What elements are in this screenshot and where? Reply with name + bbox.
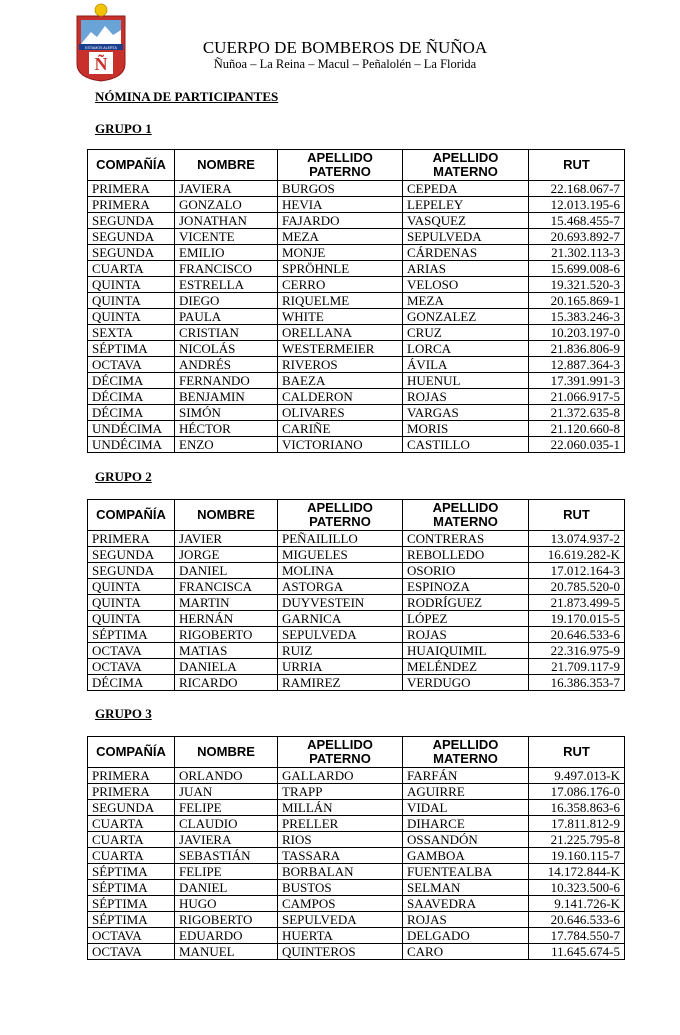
cell-nombre: RIGOBERTO: [175, 912, 278, 928]
cell-compania: SEGUNDA: [88, 213, 175, 229]
table-row: [88, 229, 625, 245]
cell-nombre: DANIEL: [175, 880, 278, 896]
cell-apellido-materno: VELOSO: [403, 277, 529, 293]
table-row: [88, 944, 625, 960]
cell-apellido-materno: LORCA: [403, 341, 529, 357]
cell-rut: 20.646.533-6: [529, 912, 625, 928]
cell-compania: DÉCIMA: [88, 373, 175, 389]
cell-apellido-paterno: HEVIA: [278, 197, 403, 213]
cell-nombre: DANIEL: [175, 563, 278, 579]
cell-rut: 9.141.726-K: [529, 896, 625, 912]
cell-nombre: JONATHAN: [175, 213, 278, 229]
cell-nombre: EMILIO: [175, 245, 278, 261]
cell-apellido-materno: CONTRERAS: [403, 531, 529, 547]
col-header-nombre: NOMBRE: [175, 150, 278, 181]
cell-rut: 22.168.067-7: [529, 181, 625, 197]
table-row: [88, 389, 625, 405]
cell-compania: CUARTA: [88, 848, 175, 864]
cell-apellido-materno: DELGADO: [403, 928, 529, 944]
col-header-compania: COMPAÑÍA: [88, 150, 175, 181]
table-row: [88, 832, 625, 848]
table-row: [88, 197, 625, 213]
cell-apellido-paterno: MIGUELES: [278, 547, 403, 563]
cell-rut: 14.172.844-K: [529, 864, 625, 880]
cell-apellido-materno: VIDAL: [403, 800, 529, 816]
cell-nombre: RICARDO: [175, 675, 278, 691]
cell-apellido-paterno: TASSARA: [278, 848, 403, 864]
cell-apellido-materno: ROJAS: [403, 912, 529, 928]
cell-apellido-paterno: MONJE: [278, 245, 403, 261]
cell-compania: OCTAVA: [88, 357, 175, 373]
cell-rut: 16.386.353-7: [529, 675, 625, 691]
table-row: [88, 213, 625, 229]
cell-apellido-materno: DIHARCE: [403, 816, 529, 832]
table-row: [88, 341, 625, 357]
cell-apellido-materno: VASQUEZ: [403, 213, 529, 229]
table-row: [88, 325, 625, 341]
cell-nombre: ENZO: [175, 437, 278, 453]
table-row: [88, 611, 625, 627]
table-row: [88, 800, 625, 816]
cell-nombre: RIGOBERTO: [175, 627, 278, 643]
col-header-apellido-paterno: APELLIDO PATERNO: [278, 500, 403, 531]
table-row: [88, 848, 625, 864]
cell-nombre: JAVIERA: [175, 181, 278, 197]
cell-nombre: HUGO: [175, 896, 278, 912]
col-header-rut: RUT: [529, 737, 625, 768]
cell-compania: PRIMERA: [88, 181, 175, 197]
cell-compania: DÉCIMA: [88, 405, 175, 421]
cell-rut: 17.784.550-7: [529, 928, 625, 944]
cell-rut: 21.120.660-8: [529, 421, 625, 437]
cell-apellido-paterno: PRELLER: [278, 816, 403, 832]
table-row: [88, 277, 625, 293]
cell-apellido-paterno: BORBALAN: [278, 864, 403, 880]
cell-nombre: VICENTE: [175, 229, 278, 245]
cell-nombre: JUAN: [175, 784, 278, 800]
cell-apellido-materno: SELMAN: [403, 880, 529, 896]
cell-rut: 17.391.991-3: [529, 373, 625, 389]
col-header-compania: COMPAÑÍA: [88, 737, 175, 768]
cell-nombre: JAVIERA: [175, 832, 278, 848]
cell-nombre: ANDRÉS: [175, 357, 278, 373]
cell-rut: 21.302.113-3: [529, 245, 625, 261]
table-row: [88, 912, 625, 928]
cell-compania: QUINTA: [88, 595, 175, 611]
cell-apellido-paterno: CALDERON: [278, 389, 403, 405]
cell-rut: 21.066.917-5: [529, 389, 625, 405]
cell-nombre: FELIPE: [175, 800, 278, 816]
col-header-compania: COMPAÑÍA: [88, 500, 175, 531]
group-1-table: [87, 149, 625, 453]
cell-compania: PRIMERA: [88, 531, 175, 547]
col-header-apellido-materno: APELLIDO MATERNO: [403, 150, 529, 181]
cell-apellido-paterno: BUSTOS: [278, 880, 403, 896]
cell-rut: 19.321.520-3: [529, 277, 625, 293]
cell-rut: 16.358.863-6: [529, 800, 625, 816]
table-row: [88, 627, 625, 643]
table-row: [88, 659, 625, 675]
cell-nombre: JAVIER: [175, 531, 278, 547]
cell-compania: QUINTA: [88, 579, 175, 595]
table-row: [88, 245, 625, 261]
col-header-rut: RUT: [529, 150, 625, 181]
cell-nombre: DANIELA: [175, 659, 278, 675]
cell-compania: UNDÉCIMA: [88, 437, 175, 453]
cell-apellido-materno: LEPELEY: [403, 197, 529, 213]
cell-rut: 22.316.975-9: [529, 643, 625, 659]
cell-nombre: DIEGO: [175, 293, 278, 309]
table-row: [88, 357, 625, 373]
cell-apellido-materno: VARGAS: [403, 405, 529, 421]
cell-nombre: MATIAS: [175, 643, 278, 659]
cell-apellido-paterno: RIQUELME: [278, 293, 403, 309]
cell-apellido-paterno: DUYVESTEIN: [278, 595, 403, 611]
cell-nombre: SEBASTIÁN: [175, 848, 278, 864]
cell-apellido-materno: GONZALEZ: [403, 309, 529, 325]
cell-rut: 12.013.195-6: [529, 197, 625, 213]
cell-rut: 21.836.806-9: [529, 341, 625, 357]
cell-apellido-materno: MORIS: [403, 421, 529, 437]
cell-nombre: CRISTIAN: [175, 325, 278, 341]
cell-nombre: PAULA: [175, 309, 278, 325]
table-row: [88, 563, 625, 579]
cell-apellido-paterno: HUERTA: [278, 928, 403, 944]
cell-nombre: HÉCTOR: [175, 421, 278, 437]
cell-apellido-materno: FARFÁN: [403, 768, 529, 784]
col-header-apellido-paterno: APELLIDO PATERNO: [278, 737, 403, 768]
cell-nombre: EDUARDO: [175, 928, 278, 944]
cell-apellido-paterno: WHITE: [278, 309, 403, 325]
organization-name: CUERPO DE BOMBEROS DE ÑUÑOA: [202, 38, 488, 57]
cell-apellido-paterno: GARNICA: [278, 611, 403, 627]
cell-apellido-materno: CÁRDENAS: [403, 245, 529, 261]
cell-apellido-paterno: ORELLANA: [278, 325, 403, 341]
cell-compania: QUINTA: [88, 293, 175, 309]
cell-apellido-materno: ÁVILA: [403, 357, 529, 373]
table-row: [88, 261, 625, 277]
cell-apellido-paterno: WESTERMEIER: [278, 341, 403, 357]
table-row: [88, 595, 625, 611]
cell-apellido-paterno: SEPULVEDA: [278, 912, 403, 928]
cell-rut: 20.693.892-7: [529, 229, 625, 245]
cell-apellido-paterno: RIOS: [278, 832, 403, 848]
table-row: [88, 816, 625, 832]
cell-rut: 19.160.115-7: [529, 848, 625, 864]
cell-apellido-materno: RODRÍGUEZ: [403, 595, 529, 611]
group-3-table: [87, 736, 625, 960]
group-1-title: GRUPO 1: [95, 121, 152, 136]
cell-apellido-paterno: QUINTEROS: [278, 944, 403, 960]
svg-text:Ñ: Ñ: [94, 54, 108, 74]
cell-compania: PRIMERA: [88, 197, 175, 213]
cell-compania: CUARTA: [88, 832, 175, 848]
group-3-title: GRUPO 3: [95, 706, 152, 721]
cell-apellido-materno: OSSANDÓN: [403, 832, 529, 848]
cell-rut: 17.811.812-9: [529, 816, 625, 832]
table-row: [88, 864, 625, 880]
cell-nombre: BENJAMIN: [175, 389, 278, 405]
cell-compania: OCTAVA: [88, 928, 175, 944]
cell-nombre: GONZALO: [175, 197, 278, 213]
cell-compania: OCTAVA: [88, 643, 175, 659]
cell-compania: SÉPTIMA: [88, 864, 175, 880]
cell-nombre: FRANCISCA: [175, 579, 278, 595]
cell-compania: OCTAVA: [88, 659, 175, 675]
table-row: [88, 768, 625, 784]
col-header-rut: RUT: [529, 500, 625, 531]
cell-apellido-paterno: OLIVARES: [278, 405, 403, 421]
cell-apellido-paterno: ASTORGA: [278, 579, 403, 595]
col-header-apellido-materno: APELLIDO MATERNO: [403, 500, 529, 531]
cell-apellido-materno: ROJAS: [403, 389, 529, 405]
cell-apellido-paterno: URRIA: [278, 659, 403, 675]
cell-nombre: FRANCISCO: [175, 261, 278, 277]
cell-apellido-paterno: RUIZ: [278, 643, 403, 659]
cell-apellido-paterno: PEÑAILILLO: [278, 531, 403, 547]
table-row: [88, 405, 625, 421]
table-row: [88, 784, 625, 800]
cell-rut: 9.497.013-K: [529, 768, 625, 784]
cell-nombre: MANUEL: [175, 944, 278, 960]
cell-apellido-paterno: RAMIREZ: [278, 675, 403, 691]
cell-apellido-paterno: MILLÁN: [278, 800, 403, 816]
cell-rut: 17.012.164-3: [529, 563, 625, 579]
cell-rut: 10.323.500-6: [529, 880, 625, 896]
cell-rut: 21.225.795-8: [529, 832, 625, 848]
cell-nombre: SIMÓN: [175, 405, 278, 421]
cell-nombre: JORGE: [175, 547, 278, 563]
cell-apellido-paterno: VICTORIANO: [278, 437, 403, 453]
table-row: [88, 437, 625, 453]
table-row: [88, 531, 625, 547]
cell-compania: UNDÉCIMA: [88, 421, 175, 437]
cell-apellido-materno: FUENTEALBA: [403, 864, 529, 880]
cell-apellido-paterno: RIVEROS: [278, 357, 403, 373]
cell-rut: 15.383.246-3: [529, 309, 625, 325]
cell-rut: 15.468.455-7: [529, 213, 625, 229]
cell-compania: SÉPTIMA: [88, 912, 175, 928]
cell-compania: SÉPTIMA: [88, 341, 175, 357]
cell-apellido-materno: SEPULVEDA: [403, 229, 529, 245]
cell-compania: SÉPTIMA: [88, 896, 175, 912]
cell-rut: 21.873.499-5: [529, 595, 625, 611]
letterhead: [150, 38, 540, 71]
group-2-table: [87, 499, 625, 691]
communes-line: Ñuñoa – La Reina – Macul – Peñalolén – La Florida: [213, 57, 477, 71]
col-header-nombre: NOMBRE: [175, 500, 278, 531]
cell-nombre: HERNÁN: [175, 611, 278, 627]
cell-rut: 11.645.674-5: [529, 944, 625, 960]
cell-rut: 12.887.364-3: [529, 357, 625, 373]
cell-nombre: FELIPE: [175, 864, 278, 880]
cell-compania: SEGUNDA: [88, 245, 175, 261]
cell-nombre: MARTIN: [175, 595, 278, 611]
table-row: [88, 547, 625, 563]
table-row: [88, 643, 625, 659]
document-title: NÓMINA DE PARTICIPANTES: [95, 89, 279, 104]
cell-apellido-paterno: MOLINA: [278, 563, 403, 579]
cell-compania: QUINTA: [88, 611, 175, 627]
cell-compania: QUINTA: [88, 309, 175, 325]
cell-rut: 10.203.197-0: [529, 325, 625, 341]
col-header-apellido-paterno: APELLIDO PATERNO: [278, 150, 403, 181]
cell-nombre: NICOLÁS: [175, 341, 278, 357]
cell-apellido-paterno: FAJARDO: [278, 213, 403, 229]
svg-text:ESTAMOS ALERTA: ESTAMOS ALERTA: [85, 45, 117, 50]
cell-compania: SÉPTIMA: [88, 880, 175, 896]
cell-apellido-materno: REBOLLEDO: [403, 547, 529, 563]
table-row: [88, 928, 625, 944]
table-row: [88, 675, 625, 691]
cell-apellido-materno: CASTILLO: [403, 437, 529, 453]
cell-rut: 21.372.635-8: [529, 405, 625, 421]
cell-apellido-paterno: BURGOS: [278, 181, 403, 197]
cell-rut: 16.619.282-K: [529, 547, 625, 563]
table-row: [88, 373, 625, 389]
cell-apellido-materno: MEZA: [403, 293, 529, 309]
cell-apellido-materno: SAAVEDRA: [403, 896, 529, 912]
cell-apellido-materno: HUAIQUIMIL: [403, 643, 529, 659]
cell-apellido-materno: VERDUGO: [403, 675, 529, 691]
cell-apellido-materno: GAMBOA: [403, 848, 529, 864]
cell-apellido-materno: LÓPEZ: [403, 611, 529, 627]
cell-apellido-paterno: BAEZA: [278, 373, 403, 389]
cell-apellido-materno: CARO: [403, 944, 529, 960]
cell-apellido-paterno: GALLARDO: [278, 768, 403, 784]
col-header-nombre: NOMBRE: [175, 737, 278, 768]
table-row: [88, 309, 625, 325]
group-2-title: GRUPO 2: [95, 469, 152, 484]
cell-apellido-paterno: SEPULVEDA: [278, 627, 403, 643]
table-row: [88, 579, 625, 595]
table-row: [88, 896, 625, 912]
cell-apellido-materno: CEPEDA: [403, 181, 529, 197]
cell-rut: 13.074.937-2: [529, 531, 625, 547]
cell-apellido-paterno: CERRO: [278, 277, 403, 293]
cell-compania: DÉCIMA: [88, 389, 175, 405]
cell-compania: SEXTA: [88, 325, 175, 341]
cell-rut: 21.709.117-9: [529, 659, 625, 675]
cell-rut: 15.699.008-6: [529, 261, 625, 277]
cell-nombre: CLAUDIO: [175, 816, 278, 832]
cell-nombre: ESTRELLA: [175, 277, 278, 293]
cell-compania: PRIMERA: [88, 768, 175, 784]
cell-nombre: ORLANDO: [175, 768, 278, 784]
cell-compania: SEGUNDA: [88, 229, 175, 245]
table-header-row: [88, 737, 625, 768]
table-row: [88, 880, 625, 896]
table-row: [88, 421, 625, 437]
cell-rut: 20.785.520-0: [529, 579, 625, 595]
cell-rut: 19.170.015-5: [529, 611, 625, 627]
table-row: [88, 181, 625, 197]
col-header-apellido-materno: APELLIDO MATERNO: [403, 737, 529, 768]
cell-compania: PRIMERA: [88, 784, 175, 800]
cell-apellido-materno: HUENUL: [403, 373, 529, 389]
cell-compania: QUINTA: [88, 277, 175, 293]
cell-apellido-materno: MELÉNDEZ: [403, 659, 529, 675]
cell-compania: DÉCIMA: [88, 675, 175, 691]
cell-compania: OCTAVA: [88, 944, 175, 960]
cell-compania: SEGUNDA: [88, 800, 175, 816]
cell-apellido-materno: ROJAS: [403, 627, 529, 643]
cell-apellido-materno: CRUZ: [403, 325, 529, 341]
cell-apellido-materno: ESPINOZA: [403, 579, 529, 595]
cell-apellido-paterno: CAMPOS: [278, 896, 403, 912]
cell-compania: SEGUNDA: [88, 547, 175, 563]
cell-rut: 20.165.869-1: [529, 293, 625, 309]
cell-compania: CUARTA: [88, 261, 175, 277]
cell-apellido-materno: ARIAS: [403, 261, 529, 277]
cell-rut: 20.646.533-6: [529, 627, 625, 643]
cell-nombre: FERNANDO: [175, 373, 278, 389]
cell-apellido-paterno: SPRÖHNLE: [278, 261, 403, 277]
cell-compania: SÉPTIMA: [88, 627, 175, 643]
cell-apellido-paterno: CARIÑE: [278, 421, 403, 437]
cell-compania: SEGUNDA: [88, 563, 175, 579]
cell-apellido-paterno: TRAPP: [278, 784, 403, 800]
cell-apellido-materno: OSORIO: [403, 563, 529, 579]
cell-compania: CUARTA: [88, 816, 175, 832]
table-header-row: [88, 500, 625, 531]
cell-apellido-paterno: MEZA: [278, 229, 403, 245]
cell-rut: 22.060.035-1: [529, 437, 625, 453]
cell-apellido-materno: AGUIRRE: [403, 784, 529, 800]
table-header-row: [88, 150, 625, 181]
fire-department-crest-logo: [75, 2, 127, 82]
table-row: [88, 293, 625, 309]
cell-rut: 17.086.176-0: [529, 784, 625, 800]
